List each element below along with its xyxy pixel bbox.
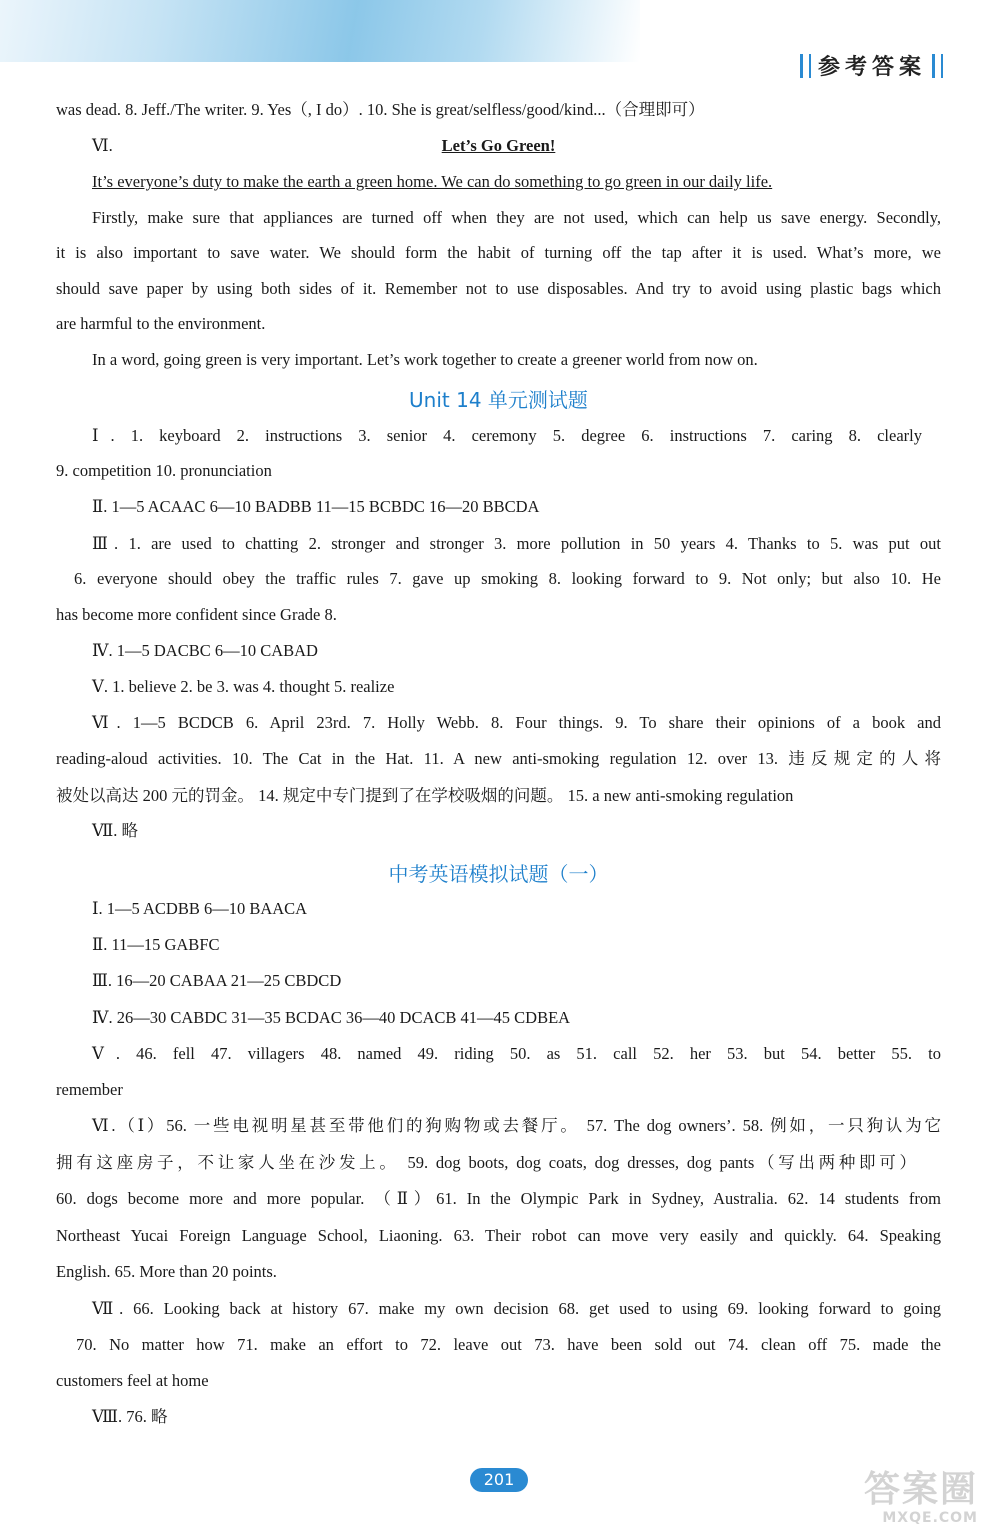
answer-line: 6. everyone should obey the traffic rules 7. gave up smoking 8. looking forward to 9. Not only; but also 10. He	[74, 569, 941, 588]
answer-line: Ⅶ. 略	[92, 821, 139, 840]
watermark-url: MXQE.COM	[882, 1510, 978, 1526]
answer-line: Northeast Yucai Foreign Language School, Liaoning. 63. Their robot can move very easily and quickly. 64. Speaking	[56, 1226, 941, 1245]
answer-line: 9. competition 10. pronunciation	[56, 461, 272, 480]
answer-line: Ⅱ. 11—15 GABFC	[92, 935, 220, 954]
answer-line: Ⅰ. 1—5 ACDBB 6—10 BAACA	[92, 899, 308, 918]
header-decoration	[0, 0, 640, 62]
answer-line: 60. dogs become more and more popular. （Ⅱ）61. In the Olympic Park in Sydney, Australia. 62. 14 students from	[56, 1189, 941, 1208]
essay-line: it is also important to save water. We should form the habit of turning off the tap after it is used. What’s more, we	[56, 243, 941, 262]
answer-line: has become more confident since Grade 8.	[56, 605, 337, 624]
header-bar-icon	[932, 54, 935, 78]
essay-line: should save paper by using both sides of it. Remember not to use disposables. And try to avoid using plastic bags which	[56, 279, 941, 298]
answer-line: English. 65. More than 20 points.	[56, 1262, 277, 1281]
answer-line: Ⅲ. 1. are used to chatting 2. stronger and stronger 3. more pollution in 50 years 4. Thanks to 5. was put out	[92, 534, 941, 553]
answer-line: remember	[56, 1080, 123, 1099]
essay-line: Firstly, make sure that appliances are turned off when they are not used, which can help us save energy. Secondly,	[92, 208, 941, 227]
header-bar-icon	[800, 54, 803, 78]
text-line: was dead. 8. Jeff./The writer. 9. Yes（, I do）. 10. She is great/selfless/good/kind...（合理即可）	[56, 100, 705, 119]
answer-line: Ⅶ. 66. Looking back at history 67. make my own decision 68. get used to using 69. looking forward to going	[92, 1299, 941, 1318]
section-number: Ⅵ.	[92, 136, 113, 155]
answer-line: Ⅷ. 76. 略	[92, 1407, 168, 1426]
page-number: 201	[470, 1468, 528, 1492]
essay-title: Let’s Go Green!	[441, 136, 556, 155]
answer-line: customers feel at home	[56, 1371, 209, 1390]
answer-line: Ⅱ. 1—5 ACAAC 6—10 BADBB 11—15 BCBDC 16—20 BBCDA	[92, 497, 540, 516]
header-bar-icon	[809, 54, 811, 78]
answer-line: 70. No matter how 71. make an effort to 72. leave out 73. have been sold out 74. clean off 75. made the	[76, 1335, 941, 1354]
answer-line: Ⅴ. 1. believe 2. be 3. was 4. thought 5. realize	[92, 677, 395, 696]
essay-line: In a word, going green is very important. Let’s work together to create a greener world from now on.	[92, 350, 758, 369]
essay-line: It’s everyone’s duty to make the earth a green home. We can do something to go green in our daily life.	[92, 172, 773, 191]
answer-line: Ⅰ. 1. keyboard 2. instructions 3. senior 4. ceremony 5. degree 6. instructions 7. caring 8. clearly	[92, 426, 922, 445]
essay-line: are harmful to the environment.	[56, 314, 266, 333]
answer-line: Ⅳ. 1—5 DACBC 6—10 CABAD	[92, 641, 318, 660]
answer-line: Ⅵ. 1—5 BCDCB 6. April 23rd. 7. Holly Webb. 8. Four things. 9. To share their opinions of a book and	[92, 713, 941, 732]
answer-line: 拥有这座房子，不让家人坐在沙发上。 59. dog boots, dog coats, dog dresses, dog pants（写出两种即可）	[56, 1153, 916, 1172]
header-label: 参考答案	[817, 55, 926, 80]
section-title-unit14: Unit 14 单元测试题	[409, 388, 588, 412]
answer-line: Ⅲ. 16—20 CABAA 21—25 CBDCD	[92, 971, 342, 990]
watermark-logo	[828, 1470, 978, 1530]
header-bar-icon	[941, 54, 943, 78]
answer-line: reading-aloud activities. 10. The Cat in the Hat. 11. A new anti-smoking regulation 12. over 13. 违反规定的人将	[56, 749, 941, 768]
answer-line: Ⅵ.（Ⅰ）56. 一些电视明星甚至带他们的狗购物或去餐厅。 57. The dog owners’. 58. 例如，一只狗认为它	[92, 1116, 941, 1135]
page-header	[800, 50, 944, 81]
answer-line: 被处以高达 200 元的罚金。 14. 规定中专门提到了在学校吸烟的问题。 15. a new anti-smoking regulation	[56, 786, 794, 805]
answer-line: Ⅳ. 26—30 CABDC 31—35 BCDAC 36—40 DCACB 41—45 CDBEA	[92, 1008, 571, 1027]
answer-line: Ⅴ. 46. fell 47. villagers 48. named 49. riding 50. as 51. call 52. her 53. but 54. better 55. to	[92, 1044, 941, 1063]
watermark-text: 答案圈	[863, 1469, 978, 1510]
section-title-mock-exam: 中考英语模拟试题（一）	[388, 862, 609, 886]
